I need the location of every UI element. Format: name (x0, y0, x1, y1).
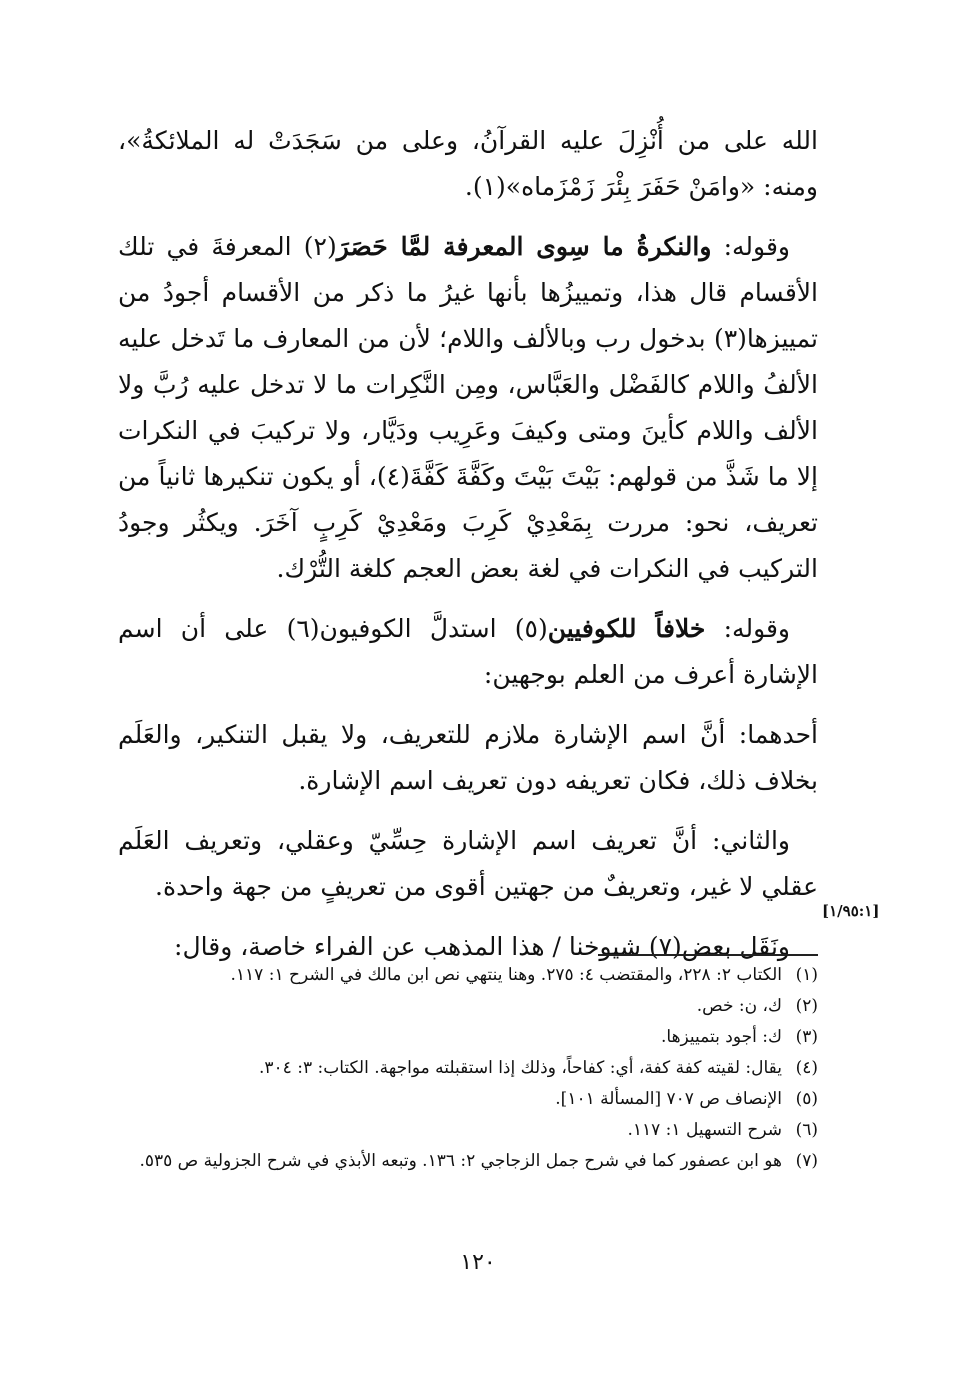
paragraph-1: الله على من أُنْزِلَ عليه القرآنُ، وعلى من سَجَدَتْ له الملائكةُ»، ومنه: «وامَنْ حَفَرَ بِئْرَ زَمْزَماه»(١). (118, 126, 818, 201)
margin-reference: [١/٩٥:١] (822, 902, 880, 920)
paragraph-4: أحدهما: أنَّ اسم الإشارة ملازم للتعريف، ولا يقبل التنكير، والعَلَم بخلاف ذلك، فكان تعريفه دون تعريف اسم الإشارة. (118, 720, 818, 795)
footnote-number: (٧) (795, 1151, 818, 1171)
footnote-number: (٥) (795, 1089, 818, 1109)
footnotes (110, 960, 818, 1177)
page-number: ١٢٠ (460, 1250, 496, 1275)
footnote-text: الكتاب ٢: ٢٢٨، والمقتضب ٤: ٢٧٥. وهنا ينتهي نص ابن مالك في الشرح ١: ١١٧. (230, 965, 782, 985)
footnote-text: هو ابن عصفور كما في شرح جمل الزجاجي ٢: ١٣٦. وتبعه الأبذي في شرح الجزولية ص ٥٣٥. (139, 1151, 782, 1171)
main-text (118, 118, 818, 984)
footnote-5 (110, 1084, 818, 1115)
paragraph-6: ونَقَل بعض(٧) شيوخنا / هذا المذهب عن الفراء خاصة، وقال: (174, 932, 790, 961)
paragraph-2-lead: وقوله: (723, 232, 790, 261)
footnote-text: ك: أجود بتمييزها. (660, 1027, 782, 1047)
footnote-text: شرح التسهيل ١: ١١٧. (627, 1120, 782, 1140)
footnote-number: (٤) (795, 1058, 818, 1078)
paragraph-2 (118, 224, 818, 592)
paragraph-2-quote: والنكرةُ ما سِوى المعرفة لمَّا حَصَرَ (336, 232, 712, 261)
footnote-text: الإنصاف ص ٧٠٧ [المسألة ١٠١]. (555, 1089, 782, 1109)
footnote-number: (٦) (795, 1120, 818, 1140)
footnote-text: يقال: لقيته كفة كفة، أي: كفاحاً، وذلك إذا استقبلته مواجهة. الكتاب: ٣: ٣٠٤. (259, 1058, 782, 1078)
paragraph-5: والثاني: أنَّ تعريف اسم الإشارة حِسِّيّ وعقلي، وتعريف العَلَم عقلي لا غير، وتعريفٌ من جهتين أقوى من تعريفٍ من جهة واحدة. (118, 826, 818, 901)
footnote-number: (٣) (795, 1027, 818, 1047)
footnote-number: (١) (795, 965, 818, 985)
paragraph-3-lead: وقوله: (723, 614, 791, 643)
footnote-text: ك، ن: خص. (696, 996, 782, 1016)
footnote-2 (110, 991, 818, 1022)
footnote-4 (110, 1053, 818, 1084)
footnote-3 (110, 1022, 818, 1053)
paragraph-3-body: (٥) استدلَّ الكوفيون(٦) على أن اسم الإشارة أعرف من العلم بوجهين: (118, 614, 818, 689)
paragraph-2-body: (٢) المعرفةَ في تلك الأقسام قال هذا، وتمييزُها بأنها غيرُ ما ذكر من الأقسام أجودُ من تمييزها(٣) بدخول رب وبالألف واللام؛ لأن من المعارف ما تَدخل عليه الألفُ واللام كالفَضْل والعَبَّاس، ومِن النَّكِرات ما لا تدخل عليه رُبَّ ولا الألف واللام كأينَ ومتى وكيفَ وعَرِيب ودَيَّار، ولا تركيبَ في النكرات إلا ما شَذَّ من قولهم: بَيْتَ بَيْتَ وكَفَّةَ كَفَّةَ(٤)، أو يكون تنكيرها ثانياً من تعريف، نحو: مررت بِمَعْدِيْ كَرِبَ ومَعْدِيْ كَرِبٍ آخَرَ. ويكثُر وجودُ التركيب في النكرات في لغة بعض العجم كلغة التُّرْك. (118, 232, 818, 583)
footnote-6 (110, 1115, 818, 1146)
footnote-divider (598, 954, 818, 956)
footnote-1 (110, 960, 818, 991)
footnote-7 (110, 1146, 818, 1177)
footnote-number: (٢) (795, 996, 818, 1016)
paragraph-3 (118, 606, 818, 698)
paragraph-3-quote: خلافاً للكوفيين (547, 614, 706, 643)
